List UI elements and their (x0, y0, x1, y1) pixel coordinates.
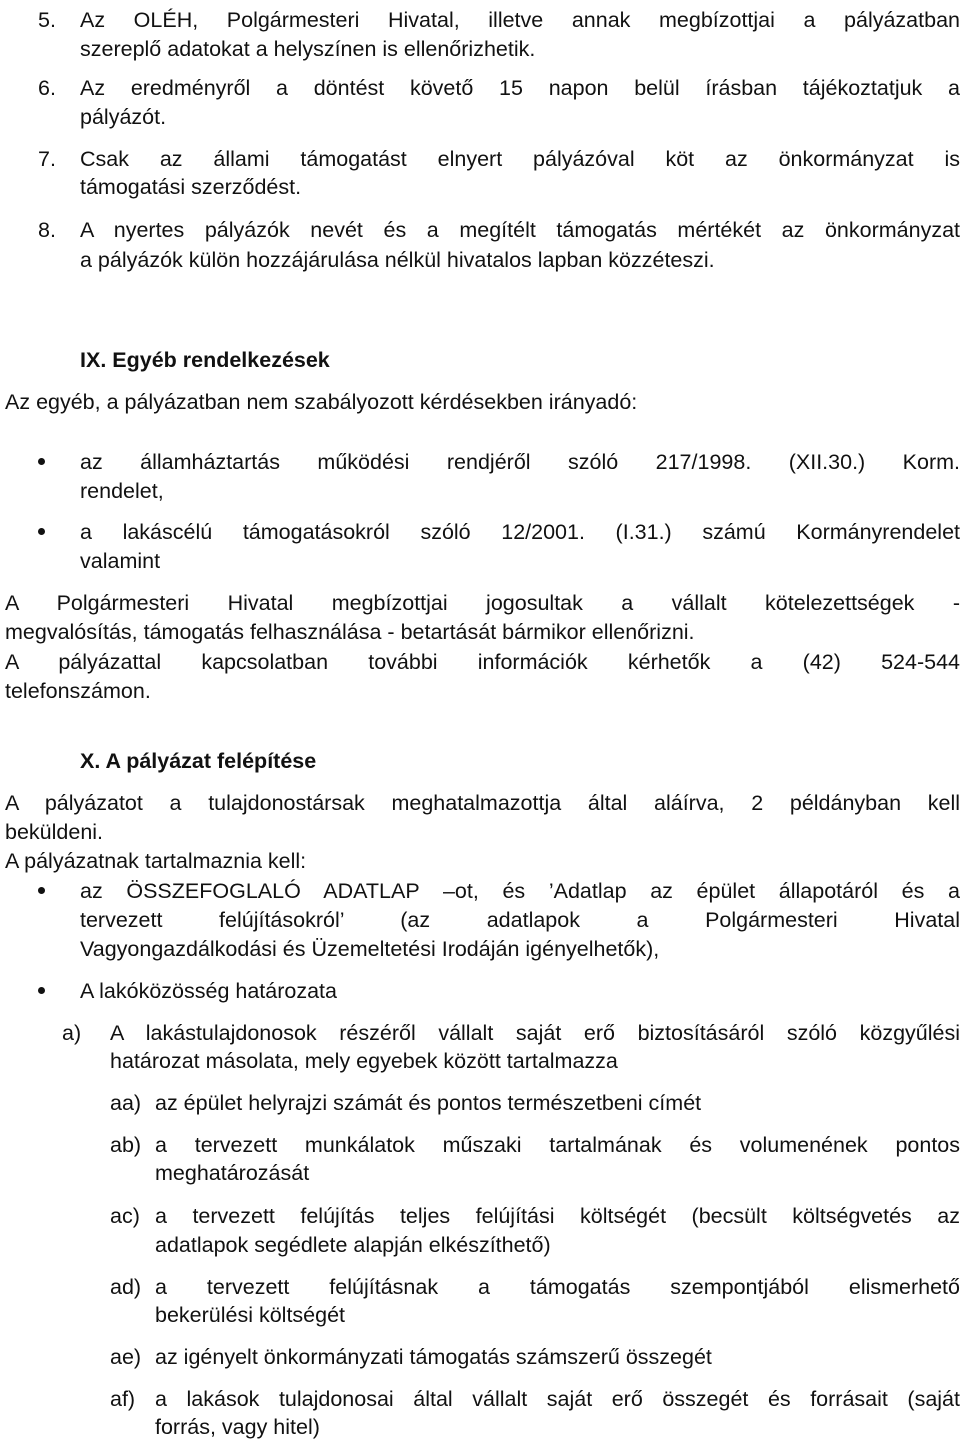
list-item-line: A nyertes pályázók nevét és a megítélt támogatás mértékét az önkormányzat (80, 218, 960, 242)
sub-item-label: ae) (110, 1345, 142, 1369)
section-intro: A pályázatnak tartalmaznia kell: (5, 849, 307, 873)
list-item-line: a pályázók külön hozzájárulása nélkül hivatalos lapban közzéteszi. (80, 248, 715, 272)
sub-item-line: forrás, vagy hitel) (155, 1415, 320, 1439)
sub-item-label: ad) (110, 1275, 142, 1299)
item-line: határozat másolata, mely egyebek között tartalmazza (110, 1049, 618, 1073)
list-item-line: támogatási szerződést. (80, 175, 302, 199)
bullet-line: a lakáscélú támogatásokról szóló 12/2001. (I.31.) számú Kormányrendelet (80, 520, 960, 544)
sub-item-line: a tervezett munkálatok műszaki tartalmának és volumenének pontos (155, 1133, 960, 1157)
sub-item-label: ab) (110, 1133, 142, 1157)
sub-item-line: a tervezett felújítás teljes felújítási költségét (becsült költségvetés az (155, 1204, 960, 1228)
paragraph-line: beküldeni. (5, 820, 104, 844)
sub-item-label: ac) (110, 1204, 140, 1228)
item-label: a) (62, 1021, 82, 1045)
sub-item-line: adatlapok segédlete alapján elkészíthető) (155, 1233, 551, 1257)
paragraph-line: A Polgármesteri Hivatal megbízottjai jogosultak a vállalt kötelezettségek - (5, 591, 960, 615)
list-number: 5. (38, 8, 56, 32)
sub-item-line: bekerülési költségét (155, 1303, 346, 1327)
list-item-line: Az OLÉH, Polgármesteri Hivatal, illetve annak megbízottjai a pályázatban (80, 8, 960, 32)
bullet-line: az ÖSSZEFOGLALÓ ADATLAP –ot, és ’Adatlap az épület állapotáról és a (80, 879, 960, 903)
sub-item-line: a lakások tulajdonosai által vállalt saját erő összegét és forrásait (saját (155, 1387, 960, 1411)
list-item-line: Az eredményről a döntést követő 15 napon belül írásban tájékoztatjuk a (80, 76, 960, 100)
list-number: 7. (38, 147, 56, 171)
sub-item-line: az igényelt önkormányzati támogatás számszerű összegét (155, 1345, 712, 1369)
bullet-line: rendelet, (80, 479, 164, 503)
bullet-line: az államháztartás működési rendjéről szóló 217/1998. (XII.30.) Korm. (80, 450, 960, 474)
bullet-line: tervezett felújításokról’ (az adatlapok a Polgármesteri Hivatal (80, 908, 960, 932)
bullet-icon (38, 887, 45, 894)
section-intro: Az egyéb, a pályázatban nem szabályozott kérdésekben irányadó: (5, 390, 638, 414)
paragraph-line: telefonszámon. (5, 679, 151, 703)
paragraph-line: A pályázatot a tulajdonostársak meghatalmazottja által aláírva, 2 példányban kell (5, 791, 960, 815)
paragraph-line: megvalósítás, támogatás felhasználása - betartását bármikor ellenőrizni. (5, 620, 695, 644)
bullet-line: Vagyongazdálkodási és Üzemeltetési Irodáján igényelhetők), (80, 937, 660, 961)
section-heading: IX. Egyéb rendelkezések (80, 348, 330, 372)
list-item-line: pályázót. (80, 105, 167, 129)
sub-item-line: meghatározását (155, 1161, 310, 1185)
list-number: 6. (38, 76, 56, 100)
paragraph-line: A pályázattal kapcsolatban további információk kérhetők a (42) 524-544 (5, 650, 960, 674)
sub-item-line: az épület helyrajzi számát és pontos természetbeni címét (155, 1091, 702, 1115)
bullet-icon (38, 458, 45, 465)
bullet-icon (38, 528, 45, 535)
sub-item-label: af) (110, 1387, 136, 1411)
bullet-line: A lakóközösség határozata (80, 979, 337, 1003)
bullet-icon (38, 987, 45, 994)
sub-item-label: aa) (110, 1091, 142, 1115)
item-line: A lakástulajdonosok részéről vállalt saját erő biztosításáról szóló közgyűlési (110, 1021, 960, 1045)
list-number: 8. (38, 218, 56, 242)
sub-item-line: a tervezett felújításnak a támogatás szempontjából elismerhető (155, 1275, 960, 1299)
list-item-line: Csak az állami támogatást elnyert pályázóval köt az önkormányzat is (80, 147, 960, 171)
section-heading: X. A pályázat felépítése (80, 749, 317, 773)
bullet-line: valamint (80, 549, 161, 573)
list-item-line: szereplő adatokat a helyszínen is ellenőrizhetik. (80, 37, 536, 61)
